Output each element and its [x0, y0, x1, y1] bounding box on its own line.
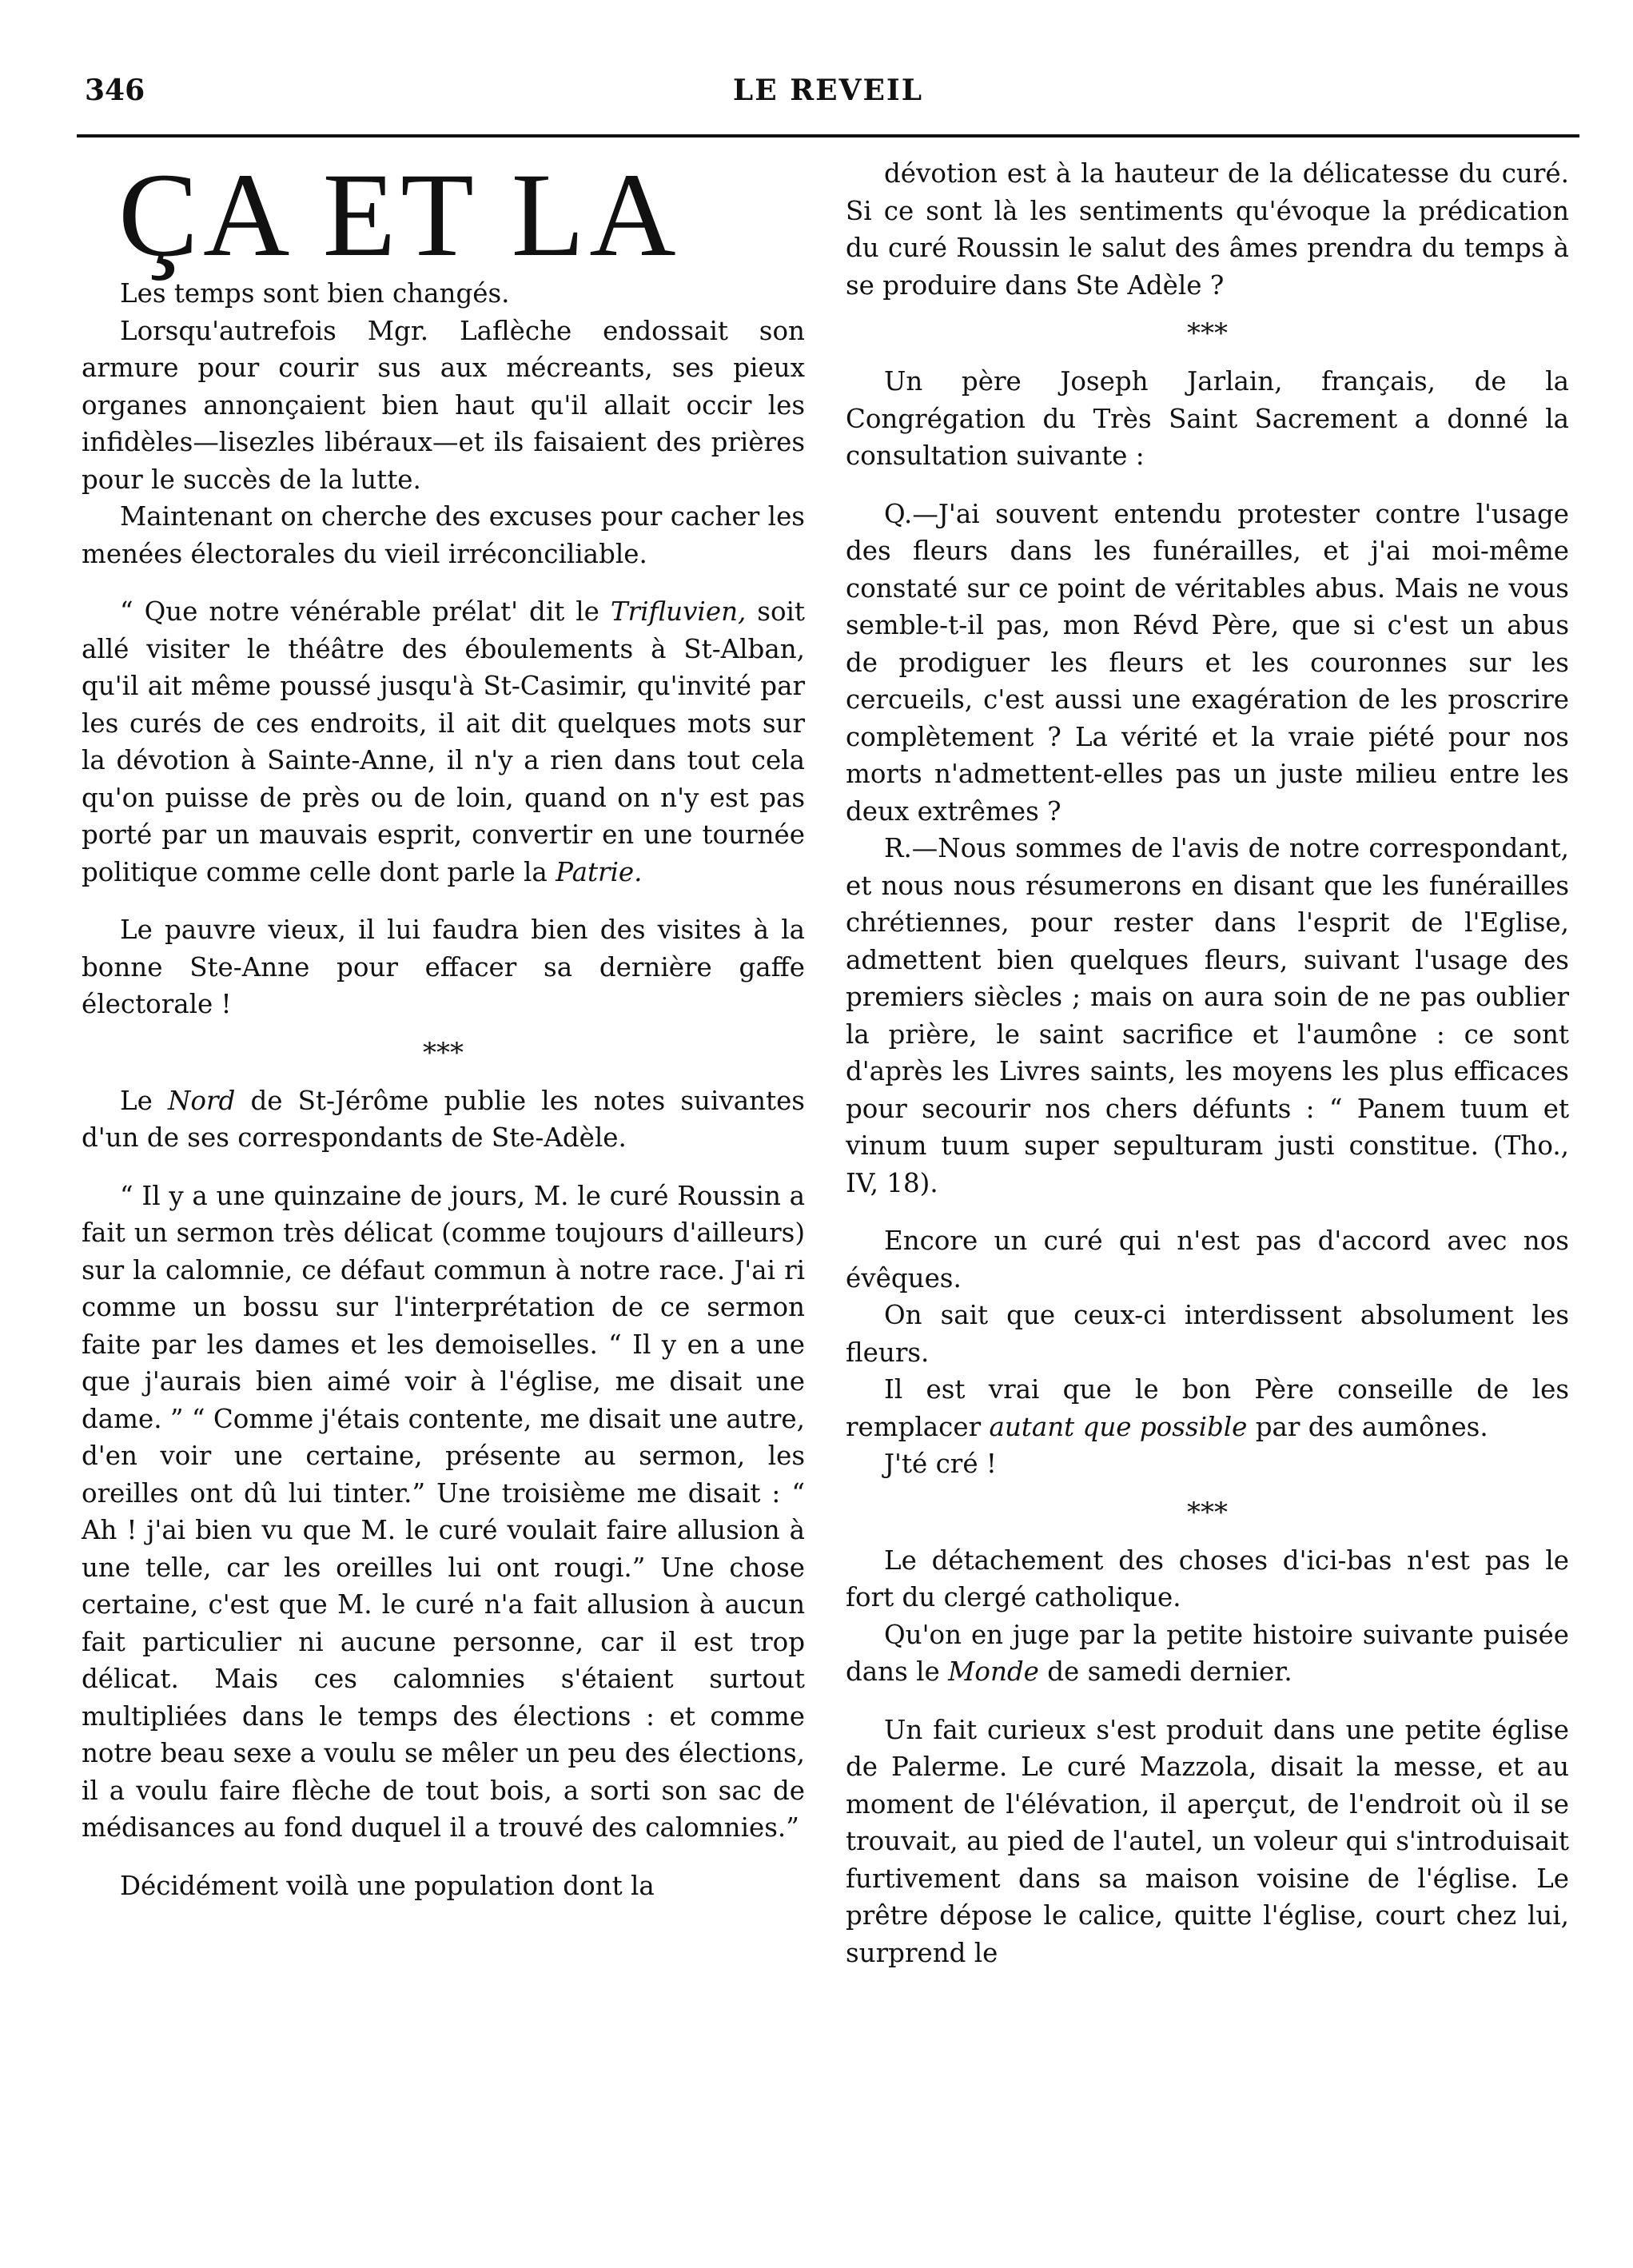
- paragraph-quote-trifluvien: “ Que notre vénérable prélat' dit le Trifluvien, soit allé visiter le théâtre des éboulements à St-Alban, qu'il ait même poussé jusqu'à St-Casimir, qu'invité par les curés de ces endroits, il ait dit quelques mots sur la dévotion à Sainte-Anne, il n'y a rien dans tout cela qu'on puisse de près ou de loin, quand on n'y est pas porté par un mauvais esprit, convertir en une tournée politique comme celle dont parle la Patrie.: [82, 596, 805, 887]
- paragraph: Le pauvre vieux, il lui faudra bien des visites à la bonne Ste-Anne pour effacer sa dernière gaffe électorale !: [82, 915, 805, 1019]
- section-separator: ***: [423, 1036, 464, 1069]
- paragraph-monde: Qu'on en juge par la petite histoire suivante puisée dans le Monde de samedi dernier.: [846, 1619, 1569, 1687]
- section-separator: ***: [1187, 317, 1228, 349]
- paragraph-response: R.—Nous sommes de l'avis de notre correspondant, et nous nous résumerons en disant que les funérailles chrétiennes, pour rester dans l'esprit de l'Eglise, admettent bien quelques fleurs, suivant l'usage des premiers siècles ; mais on aura soin de ne pas oublier la prière, le saint sacrifice et l'aumône : ce sont d'après les Livres saints, les moyens les plus efficaces pour secourir nos chers défunts : “ Panem tuum et vinum tuum super sepulturam justi constitue. (Tho., IV, 18).: [846, 833, 1569, 1198]
- paragraph-nord: Le Nord de St-Jérôme publie les notes suivantes d'un de ses correspondants de Ste-Adèle.: [82, 1085, 805, 1153]
- paragraph: Encore un curé qui n'est pas d'accord avec nos évêques.: [846, 1226, 1569, 1293]
- page-header: [77, 74, 1579, 114]
- paragraph: Le détachement des choses d'ici-bas n'est pas le fort du clergé catholique.: [846, 1545, 1569, 1612]
- journal-name-patrie: Patrie.: [556, 856, 643, 887]
- header-rule: [77, 134, 1579, 138]
- page-number: 346: [85, 74, 145, 107]
- journal-name-trifluvien: Trifluvien,: [610, 596, 747, 627]
- section-title: ÇA ET LA: [118, 149, 681, 281]
- paragraph: Lorsqu'autrefois Mgr. Laflèche endossait son armure pour courir sus aux mécreants, ses pieux organes annonçaient bien haut qu'il allait occir les infidèles—lisezles libéraux—et ils faisaient des prières pour le succès de la lutte.: [82, 315, 805, 495]
- paragraph: J'té cré !: [884, 1449, 997, 1479]
- journal-name-monde: Monde: [948, 1656, 1039, 1687]
- paragraph-quote-correspondent: “ Il y a une quinzaine de jours, M. le curé Roussin a fait un sermon très délicat (comme toujours d'ailleurs) sur la calomnie, ce défaut commun à notre race. J'ai ri comme un bossu sur l'interprétation de ce sermon faite par les dames et les demoiselles. “ Il y en a une que j'aurais bien aimé voir à l'église, me disait une dame. ” “ Comme j'étais contente, me disait une autre, d'en voir une certaine, présente au sermon, les oreilles ont dû lui tinter.” Une troisième me disait : “ Ah ! j'ai bien vu que M. le curé voulait faire allusion à une telle, car les oreilles lui ont rougi.” Une chose certaine, c'est que M. le curé n'a fait allusion à aucun fait particulier ni aucune personne, car il est trop délicat. Mais ces calomnies s'étaient surtout multipliées dans le temps des élections : et comme notre beau sexe a voulu se mêler un peu des élections, il a voulu faire flèche de tout bois, a sorti son sac de médisances au fond duquel il a trouvé des calomnies.”: [82, 1180, 805, 1843]
- journal-title: LE REVEIL: [732, 74, 924, 107]
- paragraph: Un fait curieux s'est produit dans une petite église de Palerme. Le curé Mazzola, disait la messe, et au moment de l'élévation, il aperçut, de l'endroit où il se trouvait, au pied de l'autel, un voleur qui s'introduisait furtivement dans sa maison voisine de l'église. Le prêtre dépose le calice, quitte l'église, court chez lui, surprend le: [846, 1714, 1569, 1968]
- paragraph: Les temps sont bien changés.: [120, 278, 510, 309]
- paragraph-question: Q.—J'ai souvent entendu protester contre l'usage des fleurs dans les funérailles, et j'ai moi-même constaté sur ce point de véritables abus. Mais ne vous semble-t-il pas, mon Révd Père, que si c'est un abus de prodiguer les fleurs et les couronnes sur les cercueils, c'est aussi une exagération de les proscrire complètement ? La vérité et la vraie piété pour nos morts n'admettent-elles pas un juste milieu entre les deux extrêmes ?: [846, 498, 1569, 827]
- paragraph-autant: Il est vrai que le bon Père conseille de les remplacer autant que possible par des aumônes.: [846, 1374, 1569, 1442]
- paragraph: dévotion est à la hauteur de la délicatesse du curé. Si ce sont là les sentiments qu'évoque la prédication du curé Roussin le salut des âmes prendra du temps à se produire dans Ste Adèle ?: [846, 158, 1569, 301]
- right-column: [846, 155, 1569, 1971]
- paragraph: Maintenant on cherche des excuses pour cacher les menées électorales du vieil irréconciliable.: [82, 501, 805, 569]
- left-column: [82, 149, 805, 1904]
- paragraph: Un père Joseph Jarlain, français, de la Congrégation du Très Saint Sacrement a donné la consultation suivante :: [846, 366, 1569, 471]
- section-separator: ***: [1187, 1496, 1228, 1529]
- paragraph: On sait que ceux-ci interdissent absolument les fleurs.: [846, 1300, 1569, 1368]
- paragraph: Décidément voilà une population dont la: [120, 1870, 655, 1901]
- journal-name-nord: Nord: [167, 1085, 236, 1116]
- emphasis-autant: autant que possible: [989, 1411, 1248, 1442]
